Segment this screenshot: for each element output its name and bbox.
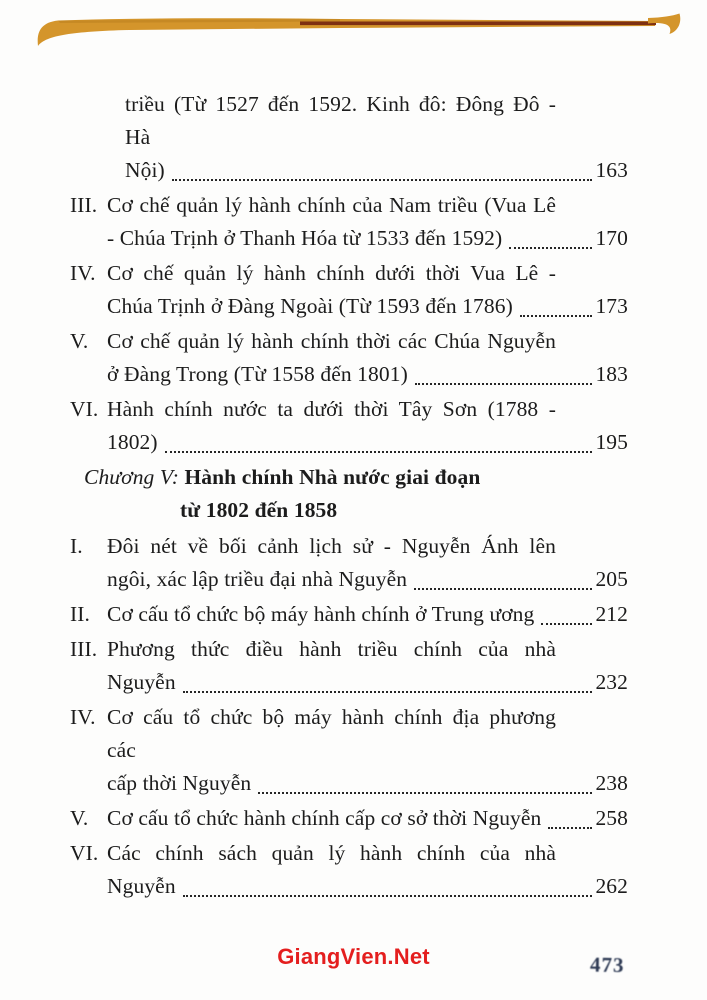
toc-entry-text: 1802) [107,430,158,454]
toc-entry-text: Cơ cấu tổ chức hành chính cấp cơ sở thời Nguyễn [107,806,542,830]
toc-entry [70,530,628,596]
toc-entry-text: Cơ chế quản lý hành chính của Nam triều (Vua Lê [107,193,556,217]
toc-entry [70,701,628,800]
toc-entry-numeral: VI. [70,397,99,421]
toc-entry [70,837,628,903]
dot-leader [548,827,592,829]
dot-leader [172,179,593,181]
toc-page-number: 173 [595,294,628,318]
dot-leader [509,247,592,249]
chapter-heading-line1 [84,461,628,494]
toc-page-number: 258 [595,806,628,830]
toc-entry-text: Cơ chế quản lý hành chính thời các Chúa Nguyễn [107,329,556,353]
chapter-title-line2: từ 1802 đến 1858 [180,498,338,522]
toc-page-number: 163 [595,158,628,182]
toc-entry [70,633,628,699]
toc-entry [70,802,628,835]
toc-entry-text: triều (Từ 1527 đến 1592. Kinh đô: Đông Đô - Hà [125,92,556,149]
toc-entry-text: Cơ cấu tổ chức bộ máy hành chính địa phương các [107,705,556,762]
toc-entry-text: Các chính sách quản lý hành chính của nhà [107,841,556,865]
dot-leader [165,451,593,453]
toc-entry-numeral: V. [70,806,89,830]
toc-entry [70,393,628,459]
toc-page-number: 170 [595,226,628,250]
toc-entry-text: Đôi nét về bối cảnh lịch sử - Nguyễn Ánh lên [107,534,556,558]
toc-entry-text: Cơ cấu tổ chức bộ máy hành chính ở Trung ương [107,602,535,626]
toc-entry-text: - Chúa Trịnh ở Thanh Hóa từ 1533 đến 1592) [107,226,503,250]
dot-leader [183,691,593,693]
toc-entry-numeral: I. [70,534,83,558]
dot-leader [415,383,593,385]
ribbon-brown-line [300,22,656,26]
dot-leader [183,895,593,897]
folio-page-number: 473 [589,952,625,978]
dot-leader [258,792,592,794]
toc-entry-text: Nguyễn [107,670,176,694]
toc-entry [70,257,628,323]
toc-entry [70,325,628,391]
chapter-label: Chương V: [84,465,179,489]
dot-leader [520,315,593,317]
chapter-heading [70,461,628,527]
toc-entry-numeral: V. [70,329,89,353]
toc-entry [70,88,628,187]
toc-page-number: 183 [595,362,628,386]
toc-entry-text: Nội) [125,158,165,182]
toc-entry-numeral: VI. [70,841,99,865]
toc-entry-text: ở Đàng Trong (Từ 1558 đến 1801) [107,362,408,386]
toc-page-number: 205 [595,567,628,591]
toc-entry-numeral: IV. [70,261,96,285]
table-of-contents [70,88,628,905]
toc-entry-text: Phương thức điều hành triều chính của nhà [107,637,556,661]
toc-page-number: 212 [595,602,628,626]
toc-entry-numeral: II. [70,602,90,626]
toc-page-number: 195 [595,430,628,454]
toc-entry-numeral: III. [70,193,98,217]
chapter-title: Hành chính Nhà nước giai đoạn [184,465,481,489]
dot-leader [541,623,592,625]
toc-entry-text: Cơ chế quản lý hành chính dưới thời Vua Lê - [107,261,556,285]
toc-entry-text: cấp thời Nguyễn [107,771,252,795]
watermark-text: GiangVien.Net [277,944,430,969]
toc-entry [70,598,628,631]
dot-leader [414,588,592,590]
toc-entry [70,189,628,255]
toc-entry-text: ngôi, xác lập triều đại nhà Nguyễn [107,567,408,591]
toc-entry-text: Hành chính nước ta dưới thời Tây Sơn (1788 - [107,397,556,421]
toc-page-number: 232 [595,670,628,694]
toc-entry-numeral: III. [70,637,98,661]
toc-page-number: 262 [595,874,628,898]
toc-entry-text: Chúa Trịnh ở Đàng Ngoài (Từ 1593 đến 1786) [107,294,513,318]
toc-entry-numeral: IV. [70,705,96,729]
decorative-ribbon [0,0,707,60]
toc-entry-text: Nguyễn [107,874,176,898]
toc-page-number: 238 [595,771,628,795]
